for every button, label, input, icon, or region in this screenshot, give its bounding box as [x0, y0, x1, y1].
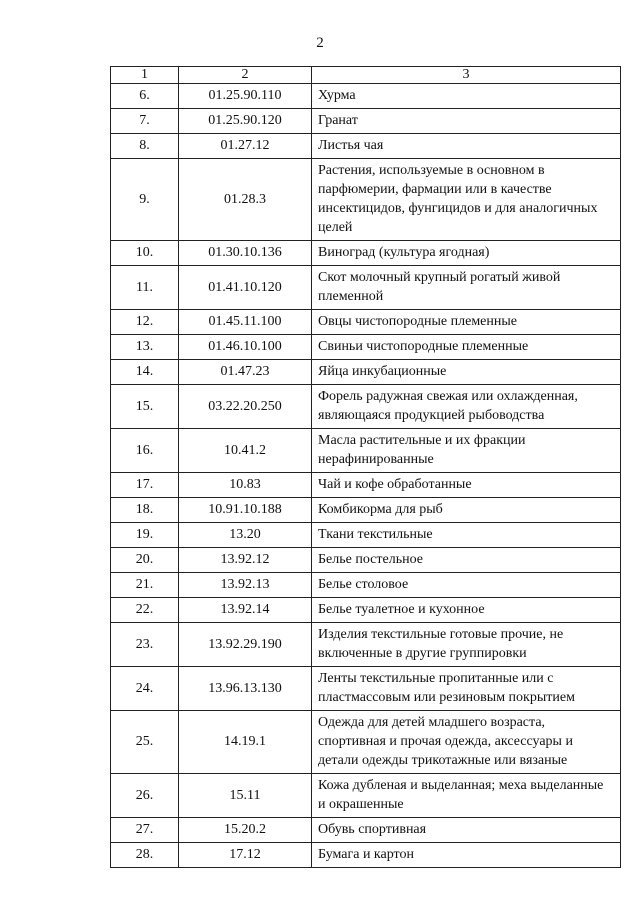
- row-code-cell: 03.22.20.250: [179, 385, 312, 429]
- row-name-cell: Растения, используемые в основном в парфюмерии, фармации или в качестве инсектицидов, фунгицидов и для аналогичных целей: [312, 159, 621, 241]
- table-row: [111, 843, 621, 868]
- row-code-cell: 01.46.10.100: [179, 335, 312, 360]
- row-code-cell: 13.92.14: [179, 598, 312, 623]
- row-name-cell: Белье постельное: [312, 548, 621, 573]
- row-code-cell: 13.92.29.190: [179, 623, 312, 667]
- row-number-cell: 18.: [111, 498, 179, 523]
- table-row: [111, 241, 621, 266]
- table-row: [111, 573, 621, 598]
- table-row: [111, 523, 621, 548]
- row-number-cell: 25.: [111, 711, 179, 774]
- row-number-cell: 11.: [111, 266, 179, 310]
- row-number-cell: 7.: [111, 109, 179, 134]
- table-row: [111, 310, 621, 335]
- row-name-cell: Обувь спортивная: [312, 818, 621, 843]
- table-header-row: [111, 67, 621, 84]
- table-row: [111, 84, 621, 109]
- row-number-cell: 23.: [111, 623, 179, 667]
- row-code-cell: 13.92.12: [179, 548, 312, 573]
- table-row: [111, 774, 621, 818]
- row-number-cell: 26.: [111, 774, 179, 818]
- row-code-cell: 10.91.10.188: [179, 498, 312, 523]
- row-name-cell: Ткани текстильные: [312, 523, 621, 548]
- row-code-cell: 10.83: [179, 473, 312, 498]
- row-name-cell: Скот молочный крупный рогатый живой племенной: [312, 266, 621, 310]
- row-name-cell: Листья чая: [312, 134, 621, 159]
- table-row: [111, 473, 621, 498]
- row-code-cell: 15.11: [179, 774, 312, 818]
- row-number-cell: 24.: [111, 667, 179, 711]
- table-row: [111, 109, 621, 134]
- row-name-cell: Форель радужная свежая или охлажденная, являющаяся продукцией рыбоводства: [312, 385, 621, 429]
- row-name-cell: Свиньи чистопородные племенные: [312, 335, 621, 360]
- row-name-cell: Овцы чистопородные племенные: [312, 310, 621, 335]
- row-name-cell: Чай и кофе обработанные: [312, 473, 621, 498]
- row-code-cell: 01.27.12: [179, 134, 312, 159]
- table-row: [111, 667, 621, 711]
- table-row: [111, 711, 621, 774]
- row-code-cell: 01.45.11.100: [179, 310, 312, 335]
- row-number-cell: 19.: [111, 523, 179, 548]
- table-row: [111, 498, 621, 523]
- table-row: [111, 548, 621, 573]
- row-code-cell: 01.30.10.136: [179, 241, 312, 266]
- row-code-cell: 10.41.2: [179, 429, 312, 473]
- row-number-cell: 16.: [111, 429, 179, 473]
- row-code-cell: 13.92.13: [179, 573, 312, 598]
- row-name-cell: Бумага и картон: [312, 843, 621, 868]
- row-number-cell: 28.: [111, 843, 179, 868]
- row-name-cell: Кожа дубленая и выделанная; меха выделанные и окрашенные: [312, 774, 621, 818]
- row-name-cell: Виноград (культура ягодная): [312, 241, 621, 266]
- table-row: [111, 335, 621, 360]
- row-name-cell: Гранат: [312, 109, 621, 134]
- row-name-cell: Масла растительные и их фракции нерафинированные: [312, 429, 621, 473]
- row-number-cell: 6.: [111, 84, 179, 109]
- row-number-cell: 20.: [111, 548, 179, 573]
- page-number: 2: [316, 35, 324, 51]
- row-number-cell: 13.: [111, 335, 179, 360]
- row-code-cell: 01.25.90.120: [179, 109, 312, 134]
- column-header-1: 1: [111, 67, 179, 84]
- row-name-cell: Хурма: [312, 84, 621, 109]
- table-row: [111, 623, 621, 667]
- table-row: [111, 266, 621, 310]
- row-code-cell: 01.47.23: [179, 360, 312, 385]
- row-name-cell: Ленты текстильные пропитанные или с пластмассовым или резиновым покрытием: [312, 667, 621, 711]
- row-name-cell: Изделия текстильные готовые прочие, не включенные в другие группировки: [312, 623, 621, 667]
- row-number-cell: 12.: [111, 310, 179, 335]
- row-number-cell: 9.: [111, 159, 179, 241]
- row-number-cell: 22.: [111, 598, 179, 623]
- table-body: [111, 67, 621, 868]
- row-code-cell: 01.28.3: [179, 159, 312, 241]
- row-code-cell: 17.12: [179, 843, 312, 868]
- row-code-cell: 01.41.10.120: [179, 266, 312, 310]
- column-header-3: 3: [312, 67, 621, 84]
- row-number-cell: 14.: [111, 360, 179, 385]
- row-number-cell: 15.: [111, 385, 179, 429]
- table-row: [111, 429, 621, 473]
- row-code-cell: 15.20.2: [179, 818, 312, 843]
- row-name-cell: Одежда для детей младшего возраста, спортивная и прочая одежда, аксессуары и детали одежды трикотажные или вязаные: [312, 711, 621, 774]
- table-row: [111, 159, 621, 241]
- row-code-cell: 14.19.1: [179, 711, 312, 774]
- table-row: [111, 134, 621, 159]
- row-number-cell: 8.: [111, 134, 179, 159]
- table-row: [111, 385, 621, 429]
- table-row: [111, 598, 621, 623]
- row-code-cell: 13.96.13.130: [179, 667, 312, 711]
- row-number-cell: 27.: [111, 818, 179, 843]
- row-name-cell: Комбикорма для рыб: [312, 498, 621, 523]
- row-code-cell: 13.20: [179, 523, 312, 548]
- table-row: [111, 360, 621, 385]
- column-header-2: 2: [179, 67, 312, 84]
- row-name-cell: Яйца инкубационные: [312, 360, 621, 385]
- row-name-cell: Белье столовое: [312, 573, 621, 598]
- row-code-cell: 01.25.90.110: [179, 84, 312, 109]
- row-name-cell: Белье туалетное и кухонное: [312, 598, 621, 623]
- table-row: [111, 818, 621, 843]
- row-number-cell: 17.: [111, 473, 179, 498]
- products-table: [110, 66, 621, 868]
- row-number-cell: 10.: [111, 241, 179, 266]
- row-number-cell: 21.: [111, 573, 179, 598]
